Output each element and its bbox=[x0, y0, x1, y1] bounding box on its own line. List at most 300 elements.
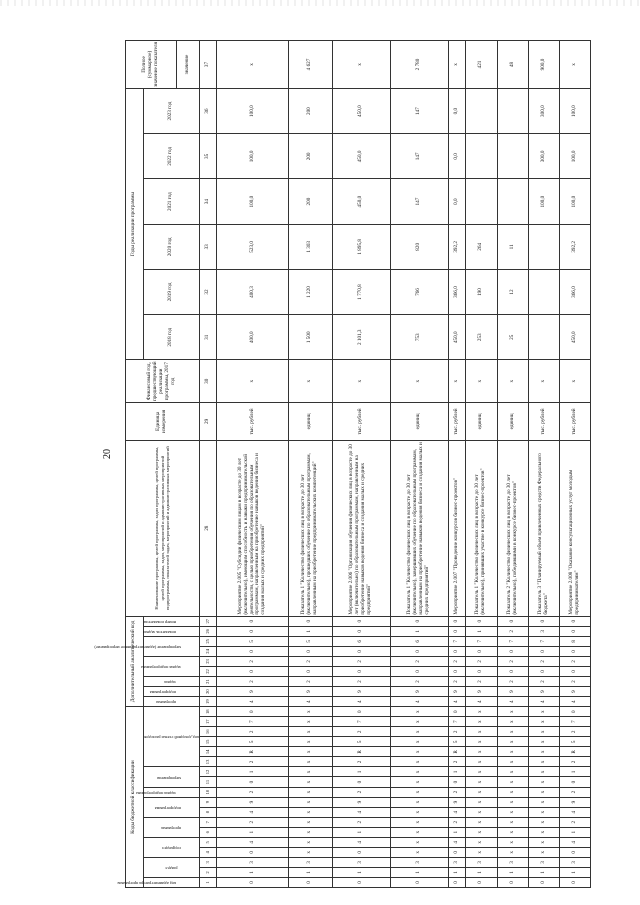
row-total: х bbox=[333, 41, 391, 89]
col-number: 30 bbox=[199, 360, 217, 403]
code-cell: х bbox=[497, 847, 528, 857]
code-cell: х bbox=[466, 757, 497, 767]
code-cell: х bbox=[390, 707, 448, 717]
code-cell: х bbox=[528, 817, 559, 827]
code-cell: х bbox=[288, 807, 332, 817]
code-cell: х bbox=[390, 837, 448, 847]
code-cell: 2 bbox=[333, 656, 391, 666]
code-cell: х bbox=[288, 837, 332, 847]
code-cell: х bbox=[390, 737, 448, 747]
code-cell: х bbox=[390, 767, 448, 777]
row-value-v2019: 12 bbox=[497, 269, 528, 314]
row-name: Мероприятие 2.008 "Оказание консультационных услуг молодым предпринимателям" bbox=[559, 440, 590, 616]
row-name: Мероприятие 2.006 "Организация обучения физических лиц в возрасте до 30 лет (включительно) по образовательным программам, направленным на приобретение навыков ведения бизнеса и создания малых и средних предприятий" bbox=[333, 440, 391, 616]
code-cell: х bbox=[288, 707, 332, 717]
code-cell: 0 bbox=[497, 877, 528, 887]
code-cell: х bbox=[528, 747, 559, 757]
code-cell: 4 bbox=[466, 697, 497, 707]
row-value-v2018: 450,0 bbox=[559, 315, 590, 360]
code-cell: х bbox=[390, 797, 448, 807]
code-cell: х bbox=[497, 737, 528, 747]
code-cell: 0 bbox=[217, 626, 288, 636]
code-cell: х bbox=[288, 847, 332, 857]
col-number: 1 bbox=[199, 877, 217, 887]
code-cell: 2 bbox=[390, 656, 448, 666]
code-cell: 4 bbox=[217, 807, 288, 817]
code-cell: 0 bbox=[448, 877, 466, 887]
code-cell: х bbox=[466, 717, 497, 727]
code-cell: х bbox=[288, 817, 332, 827]
code-cell: 0 bbox=[390, 646, 448, 656]
rotated-table-container bbox=[94, 40, 591, 888]
code-cell: х bbox=[466, 787, 497, 797]
code-cell: х bbox=[528, 787, 559, 797]
code-cell: 0 bbox=[390, 616, 448, 626]
code-cell: 0 bbox=[448, 616, 466, 626]
code-cell: х bbox=[466, 837, 497, 847]
row-value-v2019: 1 770,8 bbox=[333, 269, 391, 314]
code-cell: 7 bbox=[448, 717, 466, 727]
code-cell: х bbox=[390, 847, 448, 857]
header-years: Годы реализации программы bbox=[126, 88, 144, 359]
code-cell: 2 bbox=[333, 787, 391, 797]
col-number: 6 bbox=[199, 827, 217, 837]
code-cell: 2 bbox=[528, 677, 559, 687]
code-cell: 7 bbox=[528, 636, 559, 646]
code-cell: 0 bbox=[333, 877, 391, 887]
code-cell: 2 bbox=[217, 817, 288, 827]
row-fin-year: х bbox=[288, 360, 332, 403]
row-value-v2021: 200 bbox=[288, 179, 332, 224]
code-cell: 0 bbox=[333, 847, 391, 857]
row-value-v2019: 1 220 bbox=[288, 269, 332, 314]
col-number: 34 bbox=[199, 179, 217, 224]
code-cell: 0 bbox=[333, 616, 391, 626]
row-total: х bbox=[559, 41, 590, 89]
header-vertical-12 bbox=[94, 636, 199, 656]
code-cell: х bbox=[288, 827, 332, 837]
code-cell: 7 bbox=[559, 717, 590, 727]
row-unit: единиц bbox=[497, 403, 528, 441]
code-cell: 2 bbox=[217, 656, 288, 666]
code-cell: х bbox=[390, 777, 448, 787]
row-value-v2021 bbox=[466, 179, 497, 224]
code-cell: 1 bbox=[390, 626, 448, 636]
code-cell: 1 bbox=[466, 626, 497, 636]
code-cell: 0 bbox=[448, 626, 466, 636]
code-cell: х bbox=[466, 737, 497, 747]
row-value-v2023: 300,0 bbox=[528, 88, 559, 133]
code-cell: 2 bbox=[497, 626, 528, 636]
row-name: Показатель 1 "Количество физических лиц в возрасте до 30 лет (включительно), прошедших обучение по образовательным программам, направленным на приобретение предпринимательских компетенций" bbox=[288, 440, 332, 616]
code-cell: 3 bbox=[333, 857, 391, 867]
row-value-v2021: 450,0 bbox=[333, 179, 391, 224]
code-cell: 8 bbox=[559, 636, 590, 646]
row-value-v2020: 523,0 bbox=[217, 224, 288, 269]
code-cell: 2 bbox=[288, 656, 332, 666]
header-final: Полное (суммарное) значение показателя bbox=[126, 41, 177, 89]
header-vertical-1 bbox=[143, 857, 199, 877]
code-cell: х bbox=[497, 777, 528, 787]
code-cell: 0 bbox=[217, 847, 288, 857]
code-cell: 0 bbox=[466, 616, 497, 626]
table-row bbox=[288, 41, 332, 888]
code-cell: 4 bbox=[448, 697, 466, 707]
col-number: 14 bbox=[199, 747, 217, 757]
code-cell: 0 bbox=[217, 616, 288, 626]
row-total: 2 780 bbox=[390, 41, 448, 89]
code-cell: 0 bbox=[217, 877, 288, 887]
col-number: 2 bbox=[199, 867, 217, 877]
code-cell: 2 bbox=[559, 787, 590, 797]
code-cell: 2 bbox=[217, 727, 288, 737]
code-cell: 1 bbox=[466, 867, 497, 877]
code-cell: 1 bbox=[448, 827, 466, 837]
vertical-header-text: подраздел bbox=[161, 845, 181, 851]
code-cell: 2 bbox=[559, 677, 590, 687]
code-cell: 4 bbox=[448, 837, 466, 847]
code-cell: R bbox=[448, 747, 466, 757]
row-unit: тыс. рублей bbox=[448, 403, 466, 441]
col-number: 4 bbox=[199, 847, 217, 857]
code-cell: 2 bbox=[333, 727, 391, 737]
code-cell: 1 bbox=[288, 867, 332, 877]
code-cell: 9 bbox=[559, 797, 590, 807]
code-cell: х bbox=[528, 847, 559, 857]
header-budget-codes: Коды бюджетной классификации bbox=[126, 707, 144, 888]
code-cell: 4 bbox=[217, 837, 288, 847]
row-value-v2019 bbox=[528, 269, 559, 314]
code-cell: х bbox=[528, 797, 559, 807]
row-name: Показатель 1 "Количество физических лиц в возрасте до 30 лет (включительно), принявших участие в конкурсе бизнес-проектов" bbox=[466, 440, 497, 616]
row-unit: тыс. рублей bbox=[333, 403, 391, 441]
header-vertical-5 bbox=[135, 787, 199, 797]
row-value-v2018: 253 bbox=[466, 315, 497, 360]
code-cell: х bbox=[288, 757, 332, 767]
code-cell: 1 bbox=[559, 767, 590, 777]
row-value-v2022 bbox=[497, 134, 528, 179]
code-cell: 7 bbox=[466, 636, 497, 646]
row-value-v2021: 147 bbox=[390, 179, 448, 224]
vertical-header-text: программа bbox=[161, 825, 181, 831]
row-value-v2018: 753 bbox=[390, 315, 448, 360]
code-cell: 3 bbox=[528, 626, 559, 636]
code-cell: 2 bbox=[333, 817, 391, 827]
vertical-header-text: задача подпрограммы bbox=[140, 664, 181, 670]
code-cell: 0 bbox=[217, 707, 288, 717]
header-vertical-0 bbox=[117, 877, 199, 887]
code-cell: 0 bbox=[333, 626, 391, 636]
row-value-v2020: 392,2 bbox=[448, 224, 466, 269]
code-cell: 1 bbox=[217, 827, 288, 837]
row-value-v2018: 450,0 bbox=[448, 315, 466, 360]
code-cell: 0 bbox=[528, 646, 559, 656]
code-cell: 7 bbox=[497, 636, 528, 646]
row-value-v2019: 190 bbox=[466, 269, 497, 314]
header-additional-code: Дополнительный аналитический код bbox=[126, 616, 144, 707]
code-cell: 2 bbox=[448, 817, 466, 827]
header-vertical-6 bbox=[143, 767, 199, 787]
scan-noise-strip bbox=[0, 0, 640, 6]
code-cell: 0 bbox=[217, 666, 288, 676]
col-number: 13 bbox=[199, 757, 217, 767]
table-row bbox=[466, 41, 497, 888]
row-value-v2023: 100,0 bbox=[217, 88, 288, 133]
code-cell: х bbox=[390, 807, 448, 817]
header-y2020: 2020 год bbox=[143, 224, 199, 269]
row-value-v2023: 100,0 bbox=[559, 88, 590, 133]
row-value-v2022: 450,0 bbox=[333, 134, 391, 179]
row-value-v2023 bbox=[497, 88, 528, 133]
code-cell: 0 bbox=[288, 616, 332, 626]
code-cell: х bbox=[466, 777, 497, 787]
col-number: 18 bbox=[199, 707, 217, 717]
code-cell: 1 bbox=[448, 867, 466, 877]
code-cell: 2 bbox=[559, 727, 590, 737]
header-y2021: 2021 год bbox=[143, 179, 199, 224]
col-number: 12 bbox=[199, 767, 217, 777]
code-cell: х bbox=[288, 767, 332, 777]
code-cell: 0 bbox=[559, 707, 590, 717]
code-cell: 9 bbox=[333, 797, 391, 807]
code-cell: х bbox=[390, 747, 448, 757]
code-cell: 1 bbox=[559, 867, 590, 877]
table-row bbox=[448, 41, 466, 888]
code-cell: 5 bbox=[288, 636, 332, 646]
code-cell: 0 bbox=[497, 646, 528, 656]
row-value-v2021: 100,0 bbox=[528, 179, 559, 224]
row-value-v2022: 100,0 bbox=[559, 134, 590, 179]
col-number: 20 bbox=[199, 687, 217, 697]
row-value-v2021 bbox=[497, 179, 528, 224]
col-number: 33 bbox=[199, 224, 217, 269]
col-number: 25 bbox=[199, 636, 217, 646]
col-number: 29 bbox=[199, 403, 217, 441]
code-cell: 0 bbox=[288, 646, 332, 656]
row-name: Мероприятие 2.005 "Субсидии физическим лицам в возрасте до 30 лет (включительно), имеющим способность и навыки предпринимательской деятельности, с целью приобретения обучения по образовательным программам, направленным на приобретение навыков ведения бизнеса и создания малых и средних предприятий" bbox=[217, 440, 288, 616]
code-cell: 9 bbox=[466, 687, 497, 697]
row-value-v2019: 766 bbox=[390, 269, 448, 314]
row-value-v2020 bbox=[528, 224, 559, 269]
code-cell: х bbox=[497, 707, 528, 717]
row-value-v2022: 200 bbox=[288, 134, 332, 179]
code-cell: 3 bbox=[390, 857, 448, 867]
code-cell: 0 bbox=[559, 626, 590, 636]
row-fin-year: х bbox=[528, 360, 559, 403]
col-number: 21 bbox=[199, 677, 217, 687]
code-cell: х bbox=[497, 727, 528, 737]
col-number: 28 bbox=[199, 440, 217, 616]
code-cell: 2 bbox=[466, 656, 497, 666]
row-name: Показатель 1 "Количество физических лиц в возрасте до 30 лет (включительно), завершивших обучение по образовательным программам, направленным на приобретение навыков ведения бизнеса и создания малых и средних предприятий" bbox=[390, 440, 448, 616]
row-fin-year: х bbox=[390, 360, 448, 403]
code-cell: х bbox=[466, 807, 497, 817]
row-fin-year: х bbox=[333, 360, 391, 403]
col-number: 23 bbox=[199, 656, 217, 666]
col-number: 7 bbox=[199, 817, 217, 827]
code-cell: 4 bbox=[559, 807, 590, 817]
row-unit: тыс. рублей bbox=[559, 403, 590, 441]
code-cell: 5 bbox=[333, 737, 391, 747]
code-cell: 2 bbox=[333, 757, 391, 767]
code-cell: 0 bbox=[466, 877, 497, 887]
row-value-v2020: 392,2 bbox=[559, 224, 590, 269]
code-cell: 1 bbox=[288, 626, 332, 636]
code-cell: 2 bbox=[559, 817, 590, 827]
code-cell: 0 bbox=[559, 777, 590, 787]
row-value-v2022: 147 bbox=[390, 134, 448, 179]
code-cell: 9 bbox=[288, 687, 332, 697]
header-vertical-4 bbox=[143, 797, 199, 817]
col-number: 11 bbox=[199, 777, 217, 787]
code-cell: 3 bbox=[497, 857, 528, 867]
code-cell: 3 bbox=[288, 857, 332, 867]
col-number: 3 bbox=[199, 857, 217, 867]
code-cell: 0 bbox=[559, 616, 590, 626]
code-cell: 9 bbox=[390, 687, 448, 697]
row-value-v2021: 0,0 bbox=[448, 179, 466, 224]
header-vertical-14 bbox=[143, 616, 199, 626]
code-cell: 7 bbox=[448, 636, 466, 646]
code-cell: 0 bbox=[528, 877, 559, 887]
row-value-v2023: 200 bbox=[288, 88, 332, 133]
code-cell: х bbox=[390, 757, 448, 767]
code-cell: 0 bbox=[466, 646, 497, 656]
header-vertical-8 bbox=[143, 697, 199, 707]
code-cell: 2 bbox=[448, 727, 466, 737]
header-vertical-7 bbox=[143, 707, 199, 767]
code-cell: 2 bbox=[217, 757, 288, 767]
code-cell: 0 bbox=[497, 616, 528, 626]
code-cell: х bbox=[497, 757, 528, 767]
code-cell: 9 bbox=[217, 687, 288, 697]
code-cell: 9 bbox=[528, 687, 559, 697]
code-cell: 4 bbox=[288, 697, 332, 707]
col-number: 16 bbox=[199, 727, 217, 737]
code-cell: х bbox=[466, 727, 497, 737]
col-number: 22 bbox=[199, 666, 217, 676]
code-cell: 0 bbox=[448, 646, 466, 656]
row-value-v2019: 400,3 bbox=[217, 269, 288, 314]
code-cell: 2 bbox=[333, 677, 391, 687]
header-unit: Единица измерения bbox=[126, 403, 200, 441]
code-cell: 2 bbox=[448, 656, 466, 666]
code-cell: 0 bbox=[390, 877, 448, 887]
code-cell: х bbox=[528, 727, 559, 737]
code-cell: 1 bbox=[333, 767, 391, 777]
row-value-v2022: 100,0 bbox=[217, 134, 288, 179]
code-cell: х bbox=[528, 827, 559, 837]
code-cell: 0 bbox=[390, 666, 448, 676]
col-number: 31 bbox=[199, 315, 217, 360]
header-vertical-13 bbox=[143, 626, 199, 636]
row-value-v2020: 11 bbox=[497, 224, 528, 269]
row-fin-year: х bbox=[217, 360, 288, 403]
header-y2018: 2018 год bbox=[143, 315, 199, 360]
vertical-header-text: подпрограмма bbox=[154, 805, 181, 811]
row-value-v2023 bbox=[466, 88, 497, 133]
code-cell: х bbox=[288, 777, 332, 787]
row-value-v2020: 1 895,8 bbox=[333, 224, 391, 269]
header-y2023: 2023 год bbox=[143, 88, 199, 133]
row-value-v2022 bbox=[466, 134, 497, 179]
code-cell: 2 bbox=[288, 677, 332, 687]
code-cell: 9 bbox=[448, 797, 466, 807]
code-cell: 2 bbox=[497, 677, 528, 687]
code-cell: х bbox=[390, 817, 448, 827]
row-value-v2022: 300,0 bbox=[528, 134, 559, 179]
code-cell: х bbox=[288, 787, 332, 797]
code-cell: 9 bbox=[497, 687, 528, 697]
row-value-v2018: 400,0 bbox=[217, 315, 288, 360]
code-cell: 2 bbox=[217, 677, 288, 687]
code-cell: х bbox=[288, 797, 332, 807]
code-cell: 3 bbox=[528, 857, 559, 867]
code-cell: 0 bbox=[288, 666, 332, 676]
header-fin-year: Финансовый год, предшествующий реализации программы, 2017 год bbox=[126, 360, 200, 403]
code-cell: 1 bbox=[217, 867, 288, 877]
code-cell: 0 bbox=[448, 707, 466, 717]
code-cell: 2 bbox=[559, 656, 590, 666]
code-cell: х bbox=[288, 727, 332, 737]
row-total: х bbox=[217, 41, 288, 89]
code-cell: х bbox=[390, 717, 448, 727]
code-cell: 5 bbox=[217, 737, 288, 747]
code-cell: 6 bbox=[333, 636, 391, 646]
vertical-header-text: показатель задачи bbox=[142, 629, 176, 635]
col-number: 15 bbox=[199, 737, 217, 747]
header-name: Наименование программы, целей программы, задач программы, целей программы, целей программы, задач, мероприятий и административных мероприятий подпрограммы, показателей задач, мероприятий и административных мероприятий bbox=[126, 440, 200, 616]
code-cell: х bbox=[497, 827, 528, 837]
code-cell: 4 bbox=[559, 697, 590, 707]
row-total: 4 627 bbox=[288, 41, 332, 89]
row-value-v2018: 1 500 bbox=[288, 315, 332, 360]
code-cell: R bbox=[559, 747, 590, 757]
vertical-header-text: мероприятия bbox=[156, 775, 181, 781]
code-cell: 2 bbox=[528, 656, 559, 666]
table-row bbox=[559, 41, 590, 888]
code-cell: х bbox=[497, 767, 528, 777]
code-cell: 5 bbox=[217, 636, 288, 646]
code-cell: х bbox=[288, 737, 332, 747]
code-cell: х bbox=[528, 757, 559, 767]
code-cell: 1 bbox=[217, 767, 288, 777]
code-cell: 3 bbox=[448, 857, 466, 867]
table-row bbox=[528, 41, 559, 888]
code-cell: 7 bbox=[333, 717, 391, 727]
header-y2022: 2022 год bbox=[143, 134, 199, 179]
code-cell: х bbox=[528, 837, 559, 847]
col-number: 9 bbox=[199, 797, 217, 807]
row-value-v2022: 0,0 bbox=[448, 134, 466, 179]
code-cell: 0 bbox=[528, 616, 559, 626]
code-cell: 1 bbox=[497, 867, 528, 877]
row-total: 421 bbox=[466, 41, 497, 89]
code-cell: 3 bbox=[217, 857, 288, 867]
row-unit: тыс. рублей bbox=[217, 403, 288, 441]
row-total: 900,0 bbox=[528, 41, 559, 89]
code-cell: х bbox=[528, 777, 559, 787]
col-number: 10 bbox=[199, 787, 217, 797]
code-cell: 0 bbox=[333, 666, 391, 676]
code-cell: 1 bbox=[528, 867, 559, 877]
vertical-header-text: программа bbox=[155, 700, 176, 706]
code-cell: 2 bbox=[390, 677, 448, 687]
row-value-v2020: 264 bbox=[466, 224, 497, 269]
row-unit: единиц bbox=[466, 403, 497, 441]
vertical-header-text: задача подпрограммы bbox=[135, 790, 176, 796]
code-cell: х bbox=[528, 717, 559, 727]
